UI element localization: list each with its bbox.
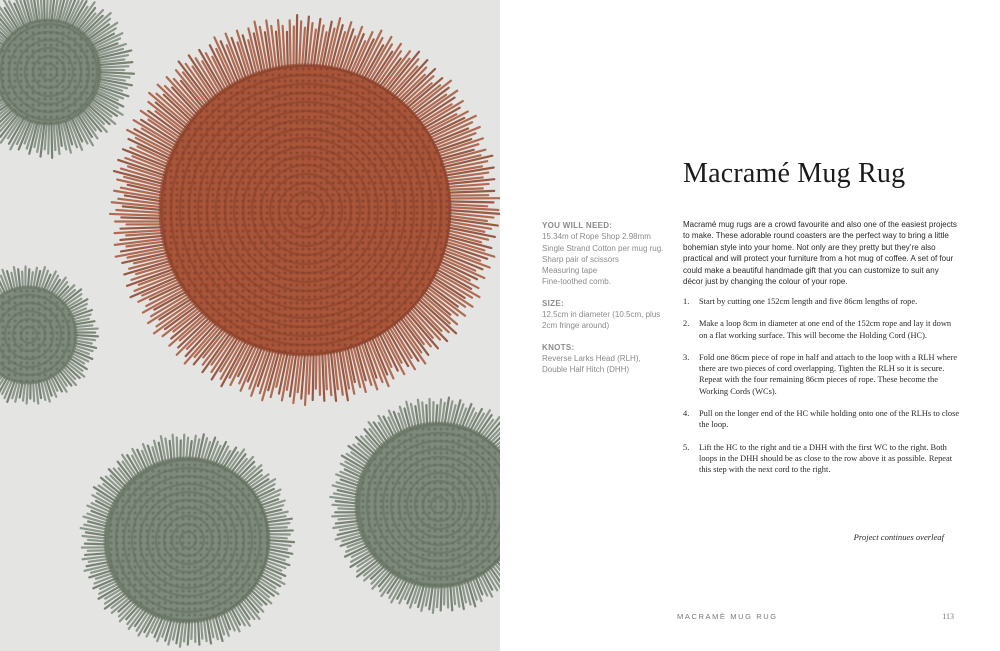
step-text: Fold one 86cm piece of rope in half and attach to the loop with a RLH where there are two pieces of cord overlapping. Tighten the RLH so it is secure. Repeat with the four remaining 86cm pieces of rope. These become the Working Cords (WCs). (699, 352, 958, 396)
need-line: Sharp pair of scissors (542, 254, 619, 264)
step-text: Lift the HC to the right and tie a DHH with the first WC to the right. Both loops in the DHH should be as close to the row above it as possible. Repeat this step with the next cord to the right. (699, 442, 953, 475)
sage-coaster (0, 266, 98, 403)
step-item (683, 318, 961, 341)
page-title: Macramé Mug Rug (683, 158, 906, 189)
knots-line: Reverse Larks Head (RLH), (542, 353, 641, 363)
you-will-need-label: YOU WILL NEED: (542, 221, 613, 230)
continues-note: Project continues overleaf (853, 532, 944, 542)
step-text: Start by cutting one 152cm length and five 86cm lengths of rope. (699, 297, 918, 306)
step-text: Pull on the longer end of the HC while holding onto one of the RLHs to close the loop. (699, 409, 960, 430)
text-page (500, 0, 1000, 651)
you-will-need-section (542, 220, 667, 288)
step-number: 1. (683, 297, 690, 306)
intro-paragraph: Macramé mug rugs are a crowd favourite and also one of the easiest projects to make. These adorable round coasters are the perfect way to bring a little bohemian style into your home. Not only are they pretty but they’re also practical and will protect your furniture from a hot mug of coffee. A set of four could make a beautiful handmade gift that you can customize to suit any décor just by changing the colour of your rope. (683, 220, 957, 287)
need-line: 15.34m of Rope Shop 2.98mm (542, 232, 651, 242)
sage-coaster (330, 398, 500, 613)
need-line: Single Strand Cotton per mug rug. (542, 243, 664, 253)
materials-sidebar (542, 220, 667, 386)
step-item (683, 408, 961, 431)
step-number: 3. (683, 352, 690, 362)
terracotta-mug-rug (110, 15, 500, 405)
sage-coaster (81, 434, 294, 646)
size-line: 2cm fringe around) (542, 321, 610, 331)
page-number: 113 (942, 612, 954, 621)
instruction-steps (683, 296, 961, 487)
knots-section (542, 342, 667, 376)
step-number: 4. (683, 409, 690, 419)
step-text: Make a loop 8cm in diameter at one end of the 152cm rope and lay it down on a flat working surface. This will become the Holding Cord (HC). (699, 319, 952, 340)
size-section (542, 298, 667, 332)
size-label: SIZE: (542, 298, 564, 308)
step-item (683, 442, 961, 476)
step-number: 2. (683, 319, 690, 329)
size-line: 12.5cm in diameter (10.5cm, plus (542, 310, 661, 320)
step-item (683, 296, 961, 307)
step-item (683, 352, 961, 397)
need-line: Measuring tape (542, 266, 598, 276)
knots-label: KNOTS: (542, 342, 575, 352)
step-number: 5. (683, 442, 690, 452)
need-line: Fine-toothed comb. (542, 277, 611, 287)
sage-coaster (0, 0, 134, 158)
knots-line: Double Half Hitch (DHH) (542, 365, 630, 375)
running-footer-title: MACRAMÉ MUG RUG (677, 612, 778, 621)
